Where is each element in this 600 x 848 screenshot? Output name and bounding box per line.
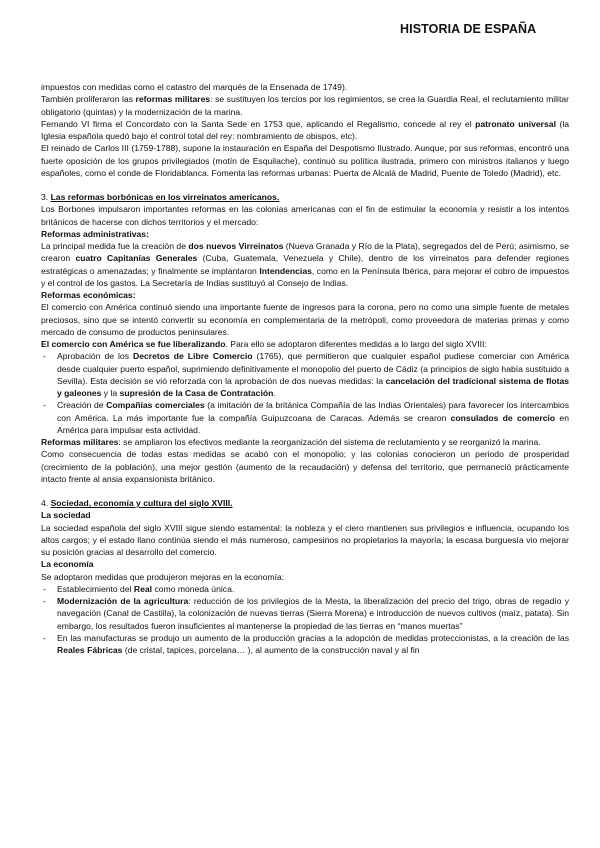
paragraph-sociedad: La sociedad española del siglo XVIII sigue siendo estamental: la nobleza y el clero mantienen sus privilegios e influencia, ocupando los altos cargos; y el estado llano continúa siendo el más numeroso, campesinos no propietarios la mayoría; la escasa burguesía vio mejorar su posición gracias al desarrollo del comercio. — [41, 522, 569, 557]
paragraph-comercio-america: El comercio con América continuó siendo una importante fuente de ingresos para la corona, pero no como una simple fuente de metales preciosos, sino que se intentó convertir su economía en complementaria de la metrópoli, como proveedora de materias primas y como mercado de consumo de productos peninsulares. — [41, 302, 569, 337]
text-run: : reducción de los privilegios de la Mesta, la liberalización del precio del trigo, obras de regadío y navegación (Canal de Castilla), la colonización de nuevas tierras (Sierra Morena) e introducción de nuevos cultivos (maíz, patata). Sin embargo, los resultados fueron insuficientes al mantenerse la propiedad de las tierras en “manos muertas” — [57, 596, 569, 631]
bold-term: Modernización de la agricultura — [57, 596, 189, 606]
bold-term: Real — [133, 583, 153, 594]
text-run: , como en la Península Ibérica, para mejorar el cobro de impuestos y el control de los gastos. La Secretaría de Indias sustituyó al Consejo de Indias. — [41, 265, 569, 288]
section-4-heading — [41, 497, 569, 509]
bold-term: reformas militares — [135, 94, 211, 105]
text-run: (de cristal, tapices, porcelana… ), al aumento de la construcción naval y al fin — [122, 645, 420, 655]
list-item — [41, 632, 569, 657]
bold-term: Intendencias — [259, 265, 312, 276]
text-run: Aprobación de los — [57, 351, 134, 362]
text-run: (1765), que permitieron que cualquier español pudiese comerciar con América desde cualquier puerto español, suprimiendo definitivamente el monopolio del puerto de Cádiz (a principios de siglo había sustituido a Sevilla). Esta decisión se vió reforzada con la aprobación de dos nuevas medidas: la — [57, 351, 570, 386]
text-run: En las manufacturas se produjo un aumento de la producción gracias a la adopción de medidas proteccionistas, a la creación de las — [57, 632, 569, 643]
paragraph-liberalizacion — [41, 338, 569, 350]
text-run: . Para ello se adoptaron diferentes medidas a lo largo del siglo XVIII: — [225, 339, 487, 349]
bold-term: Compañías comerciales — [106, 400, 205, 411]
text-run: como moneda única. — [152, 583, 235, 594]
list-item — [41, 350, 569, 399]
bold-term: dos nuevos Virreinatos — [188, 241, 284, 251]
text-run: (la Iglesia española quedó bajo el control total del rey: nombramiento de obispos, etc). — [41, 118, 570, 141]
text-run: y la — [101, 388, 120, 398]
text-run: (Nueva Granada y Río de la Plata), segregados del de Perú; asimismo, se crearon — [41, 241, 570, 264]
list-medidas-economia — [41, 583, 569, 657]
paragraph-reformas-militares — [41, 93, 569, 118]
bold-term: Reformas militares — [41, 437, 119, 447]
section-3-intro: Los Borbones impulsaron importantes reformas en las colonias americanas con el fin de estimular la economía y resistir a los intentos británicos de hacerse con dichos territorios y el mercado: — [41, 204, 569, 227]
subheading-la-economia: La economía — [41, 559, 94, 570]
section-3-heading — [41, 191, 569, 203]
bold-term: Decretos de Libre Comercio — [133, 351, 253, 362]
text-run: También proliferaron las — [41, 94, 136, 105]
text-run: Creación de — [57, 400, 107, 411]
section-number: 3. — [41, 192, 51, 202]
bold-term: patronato universal — [475, 118, 556, 129]
section-number: 4. — [41, 498, 51, 508]
bold-term: supresión de la Casa de Contratación — [119, 388, 274, 398]
text-run: (Cuba, Guatemala, Venezuela y Chile), dentro de los virreinatos para defender regiones estratégicas o amenazadas; y finalmente se implantaron — [41, 253, 569, 276]
paragraph-economia-intro: Se adoptaron medidas que produjeron mejoras en la economía: — [41, 571, 285, 582]
subheading-reformas-economicas: Reformas económicas: — [41, 290, 136, 300]
text-run: . — [273, 388, 276, 398]
page-header-title: HISTORIA DE ESPAÑA — [400, 22, 537, 36]
document-body — [41, 81, 569, 656]
list-item — [41, 595, 569, 632]
text-run: : se sustituyen los tercios por los regimientos, se crea la Guardia Real, el reclutamiento militar obligatorio (quintas) y la modernización de la marina. — [41, 94, 569, 117]
paragraph-consecuencias: Como consecuencia de todas estas medidas se acabó con el monopolio; y las colonias conocieron un periodo de prosperidad (crecimiento de la población), una mejor gestión (aumento de la recaudación) y defensa del territorio, que permaneció prácticamente intacto frente al ansia expansionista británico. — [41, 449, 569, 484]
paragraph-carlos-iii: El reinado de Carlos III (1759-1788), supone la instauración en España del Despotismo Ilustrado. Aunque, por sus reformas, encontró una fuerte oposición de los grupos privilegiados (motín de Esquilache), continuó su política ilustrada, primero con ministros italianos y luego españoles, como el conde de Floridablanca. Fomenta las reformas urbanas: Puerta de Alcalá de Madrid, Puente de Toledo (Madrid), etc. — [41, 143, 569, 178]
text-run: Fernando VI firma el Concordato con la Santa Sede en 1753 que, aplicando el Regalismo, concede al rey el — [41, 118, 476, 129]
list-medidas-comercio — [41, 350, 569, 436]
text-run: en América para impulsar esta actividad. — [57, 412, 569, 435]
paragraph-catastro: impuestos con medidas como el catastro del marqués de la Ensenada de 1749). — [41, 82, 348, 92]
bold-term: El comercio con América se fue liberalizando — [41, 339, 226, 349]
subheading-reformas-administrativas: Reformas administrativas: — [41, 228, 149, 239]
bold-term: consulados de comercio — [450, 412, 556, 423]
text-run: Establecimiento del — [57, 583, 134, 594]
text-run: La principal medida fue la creación de — [41, 241, 189, 251]
subheading-la-sociedad: La sociedad — [41, 510, 91, 521]
bold-term: cancelación del tradicional sistema de flotas y galeones — [57, 375, 570, 398]
list-item — [41, 583, 569, 595]
bold-term: cuatro Capitanías Generales — [75, 253, 198, 264]
paragraph-virreinatos — [41, 240, 569, 289]
paragraph-concordato — [41, 118, 569, 143]
bold-term: Reales Fábricas — [57, 645, 123, 655]
section-title: Sociedad, economía y cultura del siglo XVIII. — [50, 498, 233, 508]
section-title: Las reformas borbónicas en los virreinatos americanos. — [50, 192, 280, 202]
text-run: (a imitación de la británica Compañía de las Indias Orientales) para favorecer los intercambios con América. La más importante fue la compañía Guipuzcoana de Caracas. Además se crearon — [57, 400, 569, 423]
paragraph-reformas-militares-america — [41, 436, 569, 448]
list-item — [41, 399, 569, 436]
text-run: : se ampliaron los efectivos mediante la reorganización del sistema de reclutamiento y se reorganizó la marina. — [118, 437, 541, 447]
